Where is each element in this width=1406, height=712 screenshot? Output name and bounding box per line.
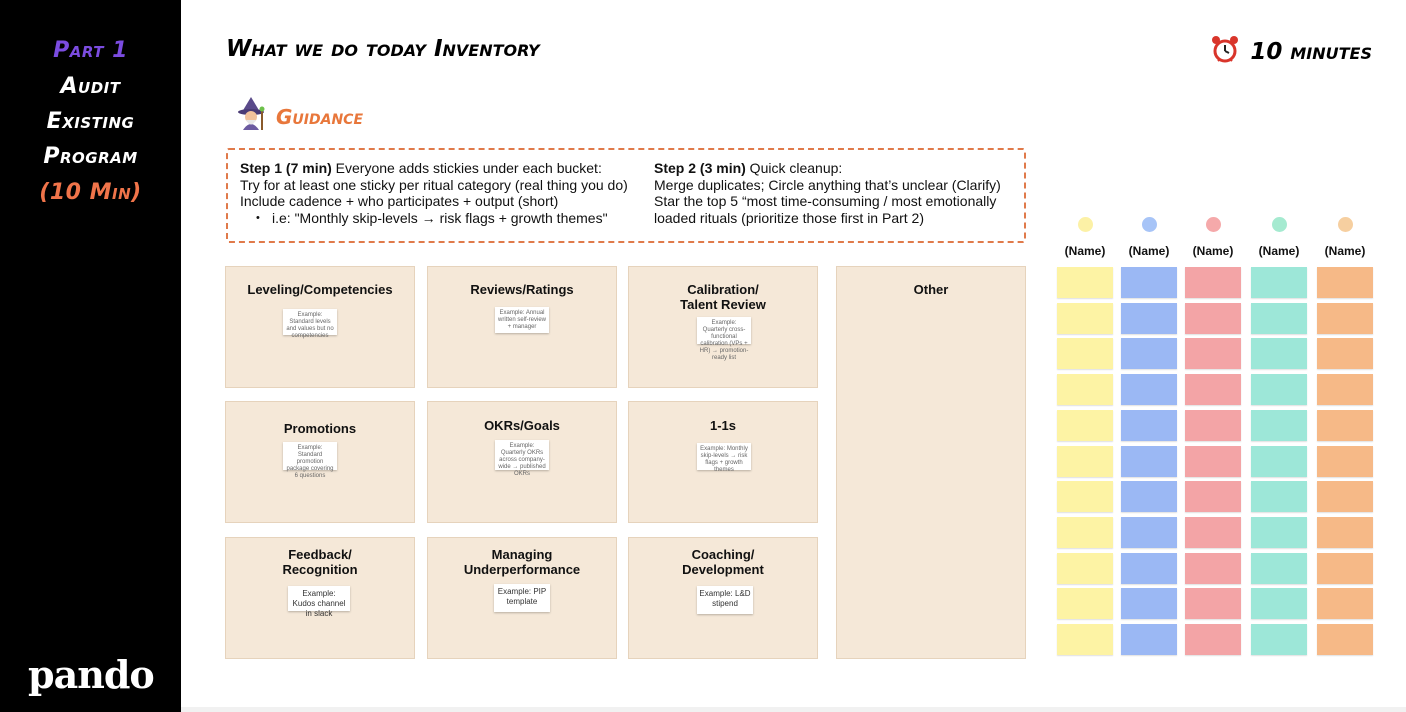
blank-sticky-note[interactable] (1317, 338, 1373, 369)
blank-sticky-note[interactable] (1057, 588, 1113, 619)
section-title-line-2: Existing (46, 109, 135, 134)
bucket-title: Leveling/Competencies (247, 282, 393, 297)
blank-sticky-note[interactable] (1251, 481, 1307, 512)
guidance-label: Guidance (276, 104, 364, 129)
color-dot (1078, 217, 1093, 232)
guidance-header (234, 96, 363, 137)
blank-sticky-note[interactable] (1317, 410, 1373, 441)
blank-sticky-note[interactable] (1057, 446, 1113, 477)
blank-sticky-note[interactable] (1185, 338, 1241, 369)
blank-sticky-note[interactable] (1317, 267, 1373, 298)
blank-sticky-note[interactable] (1185, 410, 1241, 441)
example-sticky[interactable]: Example: PIP template (494, 584, 550, 612)
blank-sticky-note[interactable] (1121, 267, 1177, 298)
blank-sticky-note[interactable] (1121, 624, 1177, 655)
bucket-title: Coaching/ Development (682, 547, 764, 577)
blank-sticky-note[interactable] (1251, 303, 1307, 334)
blank-sticky-note[interactable] (1121, 481, 1177, 512)
blank-sticky-note[interactable] (1121, 374, 1177, 405)
bucket-okrs-goals[interactable] (427, 401, 617, 523)
blank-sticky-note[interactable] (1057, 481, 1113, 512)
participant-name-label[interactable]: (Name) (1192, 244, 1234, 258)
blank-sticky-note[interactable] (1185, 517, 1241, 548)
example-sticky[interactable]: Example: Quarterly OKRs across company-wide → published OKRs (495, 440, 549, 470)
blank-sticky-note[interactable] (1185, 303, 1241, 334)
blank-sticky-note[interactable] (1057, 374, 1113, 405)
blank-sticky-note[interactable] (1057, 624, 1113, 655)
blank-sticky-note[interactable] (1251, 624, 1307, 655)
blank-sticky-note[interactable] (1251, 517, 1307, 548)
bucket-title: OKRs/Goals (484, 418, 560, 433)
bucket-promotions[interactable] (225, 401, 415, 523)
blank-sticky-note[interactable] (1121, 553, 1177, 584)
alarm-clock-icon (1210, 34, 1240, 69)
blank-sticky-note[interactable] (1251, 267, 1307, 298)
timer-label: 10 minutes (1250, 38, 1372, 65)
bucket-managing-underperformance[interactable] (427, 537, 617, 659)
bucket-coaching-development[interactable] (628, 537, 818, 659)
step-1-text: Everyone adds stickies under each bucket: (331, 160, 602, 176)
bucket-other[interactable] (836, 266, 1026, 659)
example-sticky[interactable]: Example: Monthly skip-levels → risk flags + growth themes (697, 443, 751, 470)
sidebar (0, 0, 181, 712)
blank-sticky-note[interactable] (1121, 410, 1177, 441)
blank-sticky-note[interactable] (1251, 374, 1307, 405)
blank-sticky-note[interactable] (1121, 338, 1177, 369)
blank-sticky-note[interactable] (1317, 481, 1373, 512)
section-title-line-1: Audit (60, 74, 121, 99)
bucket-title: 1-1s (709, 418, 737, 433)
blank-sticky-note[interactable] (1121, 588, 1177, 619)
blank-sticky-note[interactable] (1185, 267, 1241, 298)
blank-sticky-note[interactable] (1317, 303, 1373, 334)
bucket-title: Calibration/ Talent Review (680, 282, 766, 312)
pando-logo: pando (28, 652, 154, 697)
step-1-heading: Step 1 (7 min) (240, 160, 332, 176)
blank-sticky-note[interactable] (1251, 588, 1307, 619)
blank-sticky-note[interactable] (1251, 338, 1307, 369)
blank-sticky-note[interactable] (1185, 374, 1241, 405)
step-2-instructions (654, 160, 1026, 226)
step-1-bullet: • i.e: "Monthly skip-levels → risk flags + growth themes" (256, 210, 652, 227)
blank-sticky-note[interactable] (1317, 517, 1373, 548)
bottom-divider (181, 707, 1406, 712)
blank-sticky-note[interactable] (1185, 588, 1241, 619)
blank-sticky-note[interactable] (1185, 481, 1241, 512)
blank-sticky-note[interactable] (1057, 553, 1113, 584)
bucket-title: Managing Underperformance (463, 547, 581, 577)
bucket-leveling-competencies[interactable] (225, 266, 415, 388)
wizard-icon (234, 96, 268, 137)
section-title-line-3: Program (43, 144, 138, 169)
bucket-feedback-recognition[interactable] (225, 537, 415, 659)
blank-sticky-note[interactable] (1057, 267, 1113, 298)
color-dot (1142, 217, 1157, 232)
blank-sticky-note[interactable] (1317, 624, 1373, 655)
participant-name-label[interactable]: (Name) (1258, 244, 1300, 258)
blank-sticky-note[interactable] (1121, 517, 1177, 548)
timer (1210, 34, 1372, 69)
duration-label: (10 Min) (39, 180, 142, 205)
example-sticky[interactable]: Example: Kudos channel in slack (288, 586, 350, 611)
instructions-box (226, 148, 1026, 243)
participant-name-label[interactable]: (Name) (1324, 244, 1366, 258)
example-sticky[interactable]: Example: Annual written self-review + manager (495, 307, 549, 333)
color-dot (1206, 217, 1221, 232)
blank-sticky-note[interactable] (1251, 553, 1307, 584)
blank-sticky-note[interactable] (1251, 446, 1307, 477)
blank-sticky-note[interactable] (1317, 446, 1373, 477)
blank-sticky-note[interactable] (1185, 624, 1241, 655)
color-dot (1338, 217, 1353, 232)
step-2-line: Star the top 5 “most time-consuming / most emotionally (654, 193, 997, 209)
blank-sticky-note[interactable] (1121, 303, 1177, 334)
bucket-title: Reviews/Ratings (470, 282, 574, 297)
step-2-line: Merge duplicates; Circle anything that’s unclear (Clarify) (654, 176, 1001, 193)
bucket-title: Feedback/ Recognition (282, 547, 358, 577)
blank-sticky-note[interactable] (1057, 517, 1113, 548)
blank-sticky-note[interactable] (1317, 588, 1373, 619)
step-2-heading: Step 2 (3 min) (654, 160, 746, 176)
example-sticky[interactable]: Example: Quarterly cross-functional calibration (VPs + HR) → promotion-ready list (697, 317, 751, 344)
example-sticky[interactable]: Example: L&D stipend (697, 586, 753, 614)
blank-sticky-note[interactable] (1251, 410, 1307, 441)
example-sticky[interactable]: Example: Standard levels and values but no competencies (283, 309, 337, 335)
blank-sticky-note[interactable] (1185, 446, 1241, 477)
example-sticky[interactable]: Example: Standard promotion package covering 6 questions (283, 442, 337, 470)
blank-sticky-note[interactable] (1317, 374, 1373, 405)
step-1-line: Include cadence + who participates + output (short) (240, 193, 559, 209)
participant-name-label[interactable]: (Name) (1064, 244, 1106, 258)
part-label: Part 1 (53, 38, 128, 63)
page-title: What we do today Inventory (226, 36, 540, 62)
step-2-text: Quick cleanup: (745, 160, 843, 176)
bucket-one-on-ones[interactable] (628, 401, 818, 523)
bucket-calibration-talent-review[interactable] (628, 266, 818, 388)
bucket-reviews-ratings[interactable] (427, 266, 617, 388)
bucket-title: Other (913, 282, 949, 297)
color-dot (1272, 217, 1287, 232)
step-1-instructions (240, 160, 652, 226)
blank-sticky-note[interactable] (1057, 410, 1113, 441)
blank-sticky-note[interactable] (1317, 553, 1373, 584)
participant-name-label[interactable]: (Name) (1128, 244, 1170, 258)
step-1-line: Try for at least one sticky per ritual category (real thing you do) (240, 176, 628, 193)
step-2-line: loaded rituals (prioritize those first in Part 2) (654, 209, 924, 226)
blank-sticky-note[interactable] (1057, 303, 1113, 334)
blank-sticky-note[interactable] (1121, 446, 1177, 477)
blank-sticky-note[interactable] (1185, 553, 1241, 584)
bucket-title: Promotions (283, 421, 357, 436)
blank-sticky-note[interactable] (1057, 338, 1113, 369)
